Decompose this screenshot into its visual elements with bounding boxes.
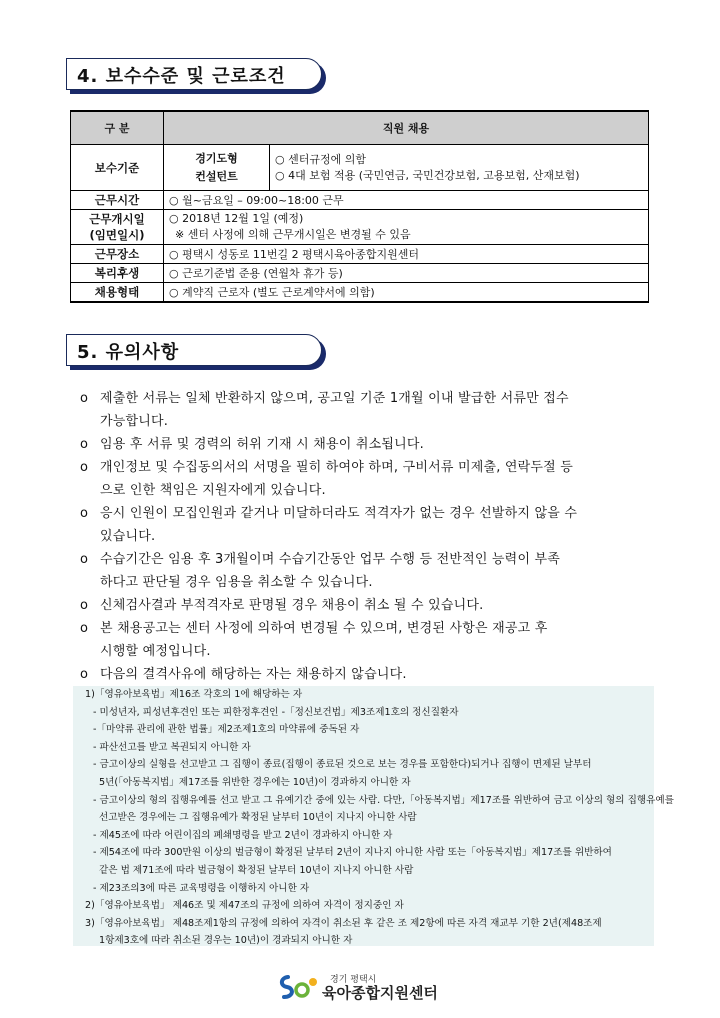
note-item [80, 617, 652, 663]
note-line: 있습니다. [100, 529, 156, 544]
disqualification-box [73, 686, 674, 947]
table-row-start-date [71, 210, 649, 245]
note-item [80, 663, 652, 686]
location-value: ○ 평택시 성동로 11번길 2 평택시육아종합지원센터 [164, 245, 649, 264]
note-line: 수습기간은 임용 후 3개월이며 수습기간동안 업무 수행 등 전반적인 능력이 부족 [100, 552, 561, 567]
work-conditions-table [70, 110, 649, 303]
footer-logo [278, 972, 448, 1002]
note-line: 임용 후 서류 및 경력의 허위 기재 시 채용이 취소됩니다. [100, 437, 424, 452]
note-line: 시행할 예정입니다. [100, 644, 211, 659]
bullet-marker: o [80, 667, 89, 682]
disqualification-line: -「마약류 관리에 관한 법률」제2조제1호의 마약류에 중독된 자 [93, 724, 360, 736]
pay-value [270, 145, 649, 191]
section-5-title: 5. 유의사항 [77, 342, 180, 363]
disqualification-line: - 제23조의3에 따른 교육명령을 이행하지 아니한 자 [93, 882, 310, 894]
note-line: 신체검사결과 부적격자로 판명될 경우 채용이 취소 될 수 있습니다. [100, 598, 484, 613]
disqualification-line: - 미성년자, 피성년후견인 또는 피한정후견인 -「정신보건법」제3조제1호의 정신질환자 [93, 706, 459, 718]
note-item [80, 387, 652, 433]
disqualification-line: - 제45조에 따라 어린이집의 폐쇄명령을 받고 2년이 경과하지 아니한 자 [93, 829, 393, 841]
note-item [80, 594, 652, 617]
table-row-hours [71, 191, 649, 210]
disqualification-line: 2)「영유아보육법」 제46조 및 제47조의 규정에 의하여 자격이 정지중인 자 [85, 900, 404, 912]
disqualification-line: 같은 법 제71조에 따라 벌금형이 확정된 날부터 10년이 지나지 아니한 사람 [99, 864, 414, 876]
header-category: 구 분 [71, 111, 164, 145]
table-row-location [71, 245, 649, 264]
bullet-marker: o [80, 506, 89, 521]
note-line: 응시 인원이 모집인원과 같거나 미달하더라도 적격자가 없는 경우 선발하지 않을 수 [100, 506, 578, 521]
center-logo-icon [278, 972, 320, 1002]
table-row-employment-type [71, 283, 649, 303]
start-date-note: ※ 센터 사정에 의해 근무개시일은 변경될 수 있음 [175, 228, 411, 241]
disqualification-line: 1)「영유아보육법」제16조 각호의 1에 해당하는 자 [85, 689, 303, 700]
bullet-marker: o [80, 391, 89, 406]
hours-value: ○ 월~금요일 – 09:00~18:00 근무 [164, 191, 649, 210]
section-5-heading [66, 334, 322, 366]
bullet-marker: o [80, 437, 89, 452]
disqualification-line: 선고받은 경우에는 그 집행유예가 확정된 날부터 10년이 지나지 아니한 사람 [99, 812, 417, 824]
disqualification-line: - 제54조에 따라 300만원 이상의 벌금형이 확정된 날부터 2년이 지나지 아니한 사람 또는「아동복지법」제17조를 위반하여 [93, 847, 612, 859]
section-4-title: 4. 보수수준 및 근로조건 [77, 66, 286, 87]
note-item [80, 548, 652, 594]
benefits-label: 복리후생 [71, 264, 164, 283]
note-line: 하다고 판단될 경우 임용을 취소할 수 있습니다. [100, 575, 373, 590]
disqualification-line: - 금고이상의 실형을 선고받고 그 집행이 종료(집행이 종료된 것으로 보는 경우를 포함한다)되거나 집행이 면제된 날부터 [93, 759, 592, 771]
start-date-label-line: 근무개시일 [89, 212, 145, 226]
pay-line: ○ 4대 보험 적용 (국민연금, 국민건강보험, 고용보험, 산재보험) [275, 168, 580, 182]
section-4-heading [66, 58, 322, 90]
table-row-pay [71, 145, 649, 191]
pay-sub-line: 경기도형 [195, 151, 238, 165]
note-line: 다음의 결격사유에 해당하는 자는 채용하지 않습니다. [100, 667, 407, 682]
notes-list [80, 387, 652, 686]
table-row-benefits [71, 264, 649, 283]
bullet-marker: o [80, 598, 89, 613]
disqualification-line: 3)「영유아보육법」 제48조제1항의 규정에 의하여 자격이 취소된 후 같은 조 제2항에 따른 자격 재교부 기한 2년(제48조제 [85, 917, 602, 929]
location-label: 근무장소 [71, 245, 164, 264]
disqualification-line: 1항제3호에 따라 취소된 경우는 10년)이 경과되지 아니한 자 [99, 935, 353, 947]
note-item [80, 433, 652, 456]
note-line: 본 채용공고는 센터 사정에 의하여 변경될 수 있으며, 변경된 사항은 재공고 후 [100, 621, 548, 636]
disqualification-line: - 금고이상의 형의 집행유예를 선고 받고 그 유예기간 중에 있는 사람. 다만,「아동복지법」제17조를 위반하여 금고 이상의 형의 집행유예를 [93, 794, 674, 806]
note-item [80, 456, 652, 502]
footer-center-name: 육아종합지원센터 [322, 984, 438, 1002]
start-date-label-line: (임면일시) [89, 228, 145, 242]
start-date-label [71, 210, 164, 245]
benefits-value: ○ 근로기준법 준용 (연월차 휴가 등) [164, 264, 649, 283]
note-line: 제출한 서류는 일체 반환하지 않으며, 공고일 기준 1개월 이내 발급한 서류만 접수 [100, 391, 569, 406]
header-staff-hiring: 직원 채용 [164, 111, 649, 145]
bullet-marker: o [80, 552, 89, 567]
note-line: 으로 인한 책임은 지원자에게 있습니다. [100, 483, 326, 498]
pay-sub-label [164, 145, 270, 191]
employment-type-value: ○ 계약직 근로자 (별도 근로계약서에 의함) [164, 283, 649, 303]
bullet-marker: o [80, 621, 89, 636]
pay-label: 보수기준 [71, 145, 164, 191]
bullet-marker: o [80, 460, 89, 475]
disqualification-line: 5년(「아동복지법」제17조를 위반한 경우에는 10년)이 경과하지 아니한 자 [99, 776, 411, 788]
employment-type-label: 채용형태 [71, 283, 164, 303]
table-header-row [71, 111, 649, 145]
footer-city: 경기 평택시 [330, 975, 377, 985]
note-item [80, 502, 652, 548]
disqualification-line: - 파산선고를 받고 복권되지 아니한 자 [93, 741, 251, 753]
start-date-value [164, 210, 649, 245]
pay-line: ○ 센터규정에 의함 [275, 152, 366, 166]
note-line: 가능합니다. [100, 414, 169, 429]
note-line: 개인정보 및 수집동의서의 서명을 필히 하여야 하며, 구비서류 미제출, 연락두절 등 [100, 460, 574, 475]
start-date-line: ○ 2018년 12월 1일 (예정) [169, 212, 304, 225]
pay-sub-line: 컨설턴트 [195, 169, 238, 183]
hours-label: 근무시간 [71, 191, 164, 210]
